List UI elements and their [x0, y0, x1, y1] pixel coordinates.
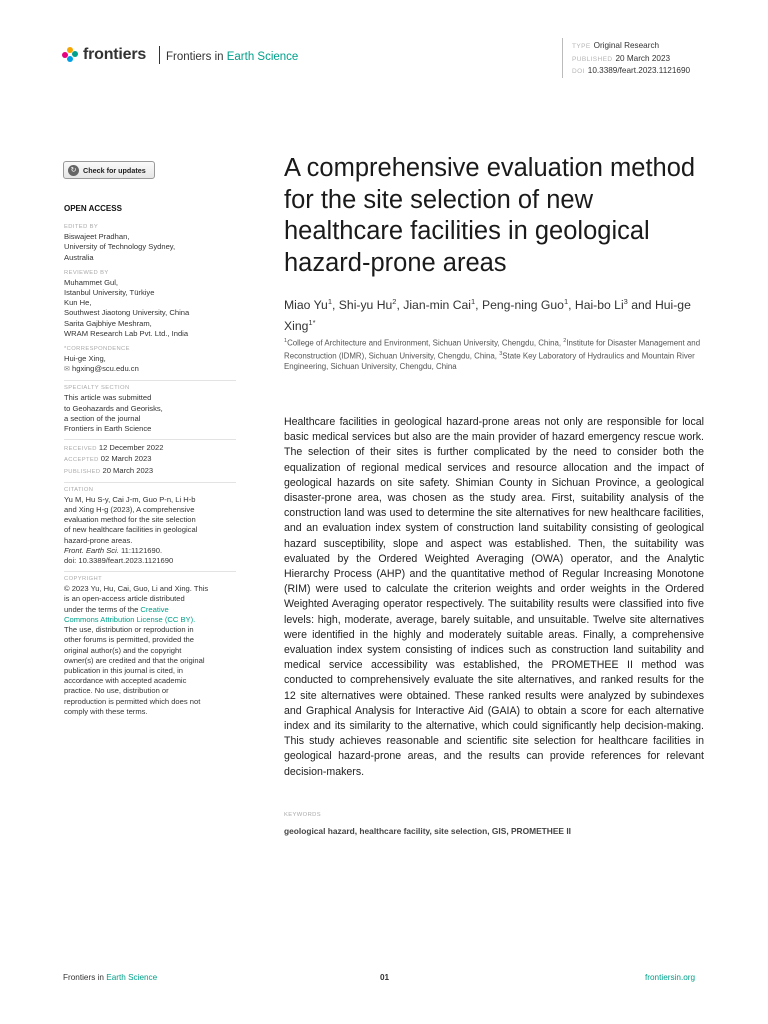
meta-published: PUBLISHED 20 March 2023 [572, 53, 671, 63]
license-link[interactable]: Creative [140, 604, 169, 614]
reviewer-line: Muhammet Gul, [64, 277, 119, 287]
keywords: geological hazard, healthcare facility, site selection, GIS, PROMETHEE II [284, 826, 572, 836]
sidebar-divider [64, 482, 236, 483]
copyright-line: © 2023 Yu, Hu, Cai, Guo, Li and Xing. This [64, 584, 209, 594]
citation-volume: 11:1121690. [118, 545, 163, 555]
author[interactable]: Miao Yu$^1$, [284, 297, 339, 313]
dates-block [64, 443, 236, 477]
date-published: PUBLISHED 20 March 2023 [64, 465, 154, 475]
footer-journal: Frontiers in Earth Science [63, 973, 158, 982]
journal-name-prefix: Frontiers in [166, 51, 224, 63]
sidebar-divider [64, 380, 236, 381]
reviewer-line: WRAM Research Lab Pvt. Ltd., India [64, 328, 189, 338]
frontiers-logo-icon [62, 47, 78, 63]
reviewer-line: Sarita Gajbhiye Meshram, [64, 318, 152, 328]
copyright-line: original author(s) and the copyright [64, 645, 182, 655]
open-access-label: OPEN ACCESS [64, 204, 122, 213]
copyright-line: is an open-access article distributed [64, 594, 185, 604]
date-accepted: ACCEPTED 02 March 2023 [64, 454, 152, 464]
reviewed-by-label: REVIEWED BY [64, 269, 109, 276]
correspondence-label: *CORRESPONDENCE [64, 346, 130, 353]
affiliation: College of Architecture and Environment, Sichuan University, Chengdu, China, [287, 338, 564, 348]
copyright-line: reproduction is permitted which does not [64, 696, 201, 706]
meta-divider [562, 38, 563, 78]
author[interactable]: Hai-bo Li$^3$ [574, 297, 628, 313]
copyright-line: comply with these terms. [64, 706, 148, 716]
specialty-line: This article was submitted [64, 393, 152, 403]
citation-label: CITATION [64, 486, 94, 493]
copyright-line: other forums is permitted, provided the [64, 635, 194, 645]
correspondence-email[interactable]: hgxing@scu.edu.cn [72, 364, 139, 374]
email-icon: ✉ [64, 366, 70, 374]
frontiers-logo[interactable] [62, 46, 146, 64]
footer-site-link[interactable]: frontiersin.org [645, 973, 696, 982]
editor-country: Australia [64, 252, 94, 262]
author[interactable]: Peng-ning Guo$^1$, [481, 297, 575, 313]
affiliation: State Key Laboratory of Hydraulics and Mountain River Engineering, Sichuan University, Chengdu, China [284, 351, 695, 372]
editor-affiliation: University of Technology Sydney, [64, 242, 176, 252]
citation-line: hazard-prone areas. [64, 535, 133, 545]
copyright-line: publication in this journal is cited, in [64, 665, 184, 675]
affiliation: Institute for Disaster Management and Reconstruction (IDMR), Sichuan University, Chengdu, China, [284, 338, 701, 361]
meta-type: TYPE Original Research [572, 41, 660, 50]
license-link[interactable]: Commons Attribution License (CC BY). [64, 614, 196, 624]
edited-by-label: EDITED BY [64, 224, 99, 231]
copyright-line: The use, distribution or reproduction in [64, 625, 194, 635]
author[interactable]: Jian-min Cai$^1$, [403, 297, 482, 313]
correspondence-email-row[interactable] [64, 364, 236, 375]
correspondence-name: Hui-ge Xing, [64, 354, 106, 364]
sidebar-divider [64, 439, 236, 440]
logo-text: frontiers [83, 46, 147, 63]
copyright-label: COPYRIGHT [64, 576, 103, 583]
keywords-label: KEYWORDS [284, 812, 322, 818]
citation-line: evaluation method for the site selection [64, 515, 196, 525]
copyright-line: practice. No use, distribution or [64, 686, 169, 696]
specialty-section-label: SPECIALTY SECTION [64, 385, 130, 392]
citation-journal-line [64, 546, 236, 556]
reviewer-line: Southwest Jiaotong University, China [64, 308, 190, 318]
page-number: 01 [380, 973, 390, 982]
article-title: A comprehensive evaluation method for the site selection of new healthcare facilities in geological hazard-prone areas [284, 154, 696, 277]
specialty-line: Frontiers in Earth Science [64, 424, 152, 434]
author[interactable]: and Hui-ge Xing$^{1*}$ [284, 298, 691, 334]
reviewer-line: Kun He, [64, 298, 92, 308]
article-meta [572, 40, 690, 78]
specialty-line: to Geohazards and Georisks, [64, 403, 163, 413]
copyright-line: under the terms of the Creative [64, 604, 169, 614]
meta-doi: DOI 10.3389/feart.2023.1121690 [572, 66, 691, 75]
author-list [284, 293, 714, 335]
editor-name: Biswajeet Pradhan, [64, 232, 130, 242]
citation-line: of new healthcare facilities in geological [64, 525, 198, 535]
copyright-line: accordance with accepted academic [64, 676, 187, 686]
specialty-line: a section of the journal [64, 413, 141, 423]
author[interactable]: Shi-yu Hu$^2$, [338, 297, 404, 313]
citation-line: Yu M, Hu S-y, Cai J-m, Guo P-n, Li H-b [64, 494, 196, 504]
copyright-line: owner(s) are credited and that the original [64, 655, 205, 665]
update-badge-icon: ↻ [68, 165, 79, 176]
citation-line: and Xing H-g (2023), A comprehensive [64, 505, 195, 515]
affiliations: $^1$College of Architecture and Environment, Sichuan University, Chengdu, China, $^2$Institute for Disaster Management and Reconstruction (IDMR), Sichuan University, Chengdu, China, $^3$State Key Laboratory of Hydraulics and Mountain River Engineering, Sichuan University, Chengdu, China [284, 338, 701, 372]
doi-link[interactable]: 10.3389/feart.2023.1121690 [587, 66, 691, 75]
article-info-sidebar [64, 204, 236, 717]
citation-doi[interactable]: doi: 10.3389/feart.2023.1121690 [64, 556, 174, 566]
header-divider [159, 46, 160, 64]
date-received: RECEIVED 12 December 2022 [64, 443, 164, 453]
citation-journal: Front. Earth Sci. [64, 545, 119, 555]
journal-name-accent: Earth Science [226, 51, 299, 63]
journal-name[interactable] [166, 51, 298, 63]
check-for-updates-label: Check for updates [83, 165, 146, 175]
sidebar-divider [64, 571, 236, 572]
abstract-text: Healthcare facilities in geological hazard-prone areas not only are responsible for local basic medical services but also are the main provider of hazard emergency rescue work. The selection of their sites is further complicated by the need to consider both the equalization of regional medical services and resource allocation and the impact of geological hazards on site safety. Shimian County in Sichuan Province, a geological disaster-prone area, was chosen as the study area. First, suitability analysis of the construction land was used to determine the site alternatives for new healthcare facilities, and an evaluation index system of construction land suitability consisting of geological hazard susceptibility, slope and aspect was established. Then, the suitability was evaluated by the Ordered Weighted Averaging (OWA) operator, and the Analytic Hierarchy Process (AHP) and the quantitative method of Regular Increasing Monotone (RIM) were used to calculate the criterion weights and order weights in the Ordered Weighted Averaging operator respectively. The suitability results were classified into five levels: high, moderate, average, barely suitable, and unsuitable. Twelve site alternatives were identified in the highly and moderately suitable areas. Finally, a comprehensive evaluation index system consisting of indices such as construction land suitability and medical service accessibility was established, the PROMETHEE II method was conducted to comprehensively evaluate the site alternatives, and ranked results for the 12 site alternatives were obtained. These ranked results were analyzed by subindexes and Graphical Analysis for Interactive Aid (GAIA) to obtain a score for each alternative index and its similarity to the alternative, which could significantly help decision-making. This study achieves reasonable and scientific site selection for healthcare facilities in geological hazard-prone areas, and the results can provide references for relevant decision-makers. [284, 416, 704, 778]
reviewer-line: Istanbul University, Türkiye [64, 288, 155, 298]
check-for-updates-button[interactable] [63, 161, 155, 179]
